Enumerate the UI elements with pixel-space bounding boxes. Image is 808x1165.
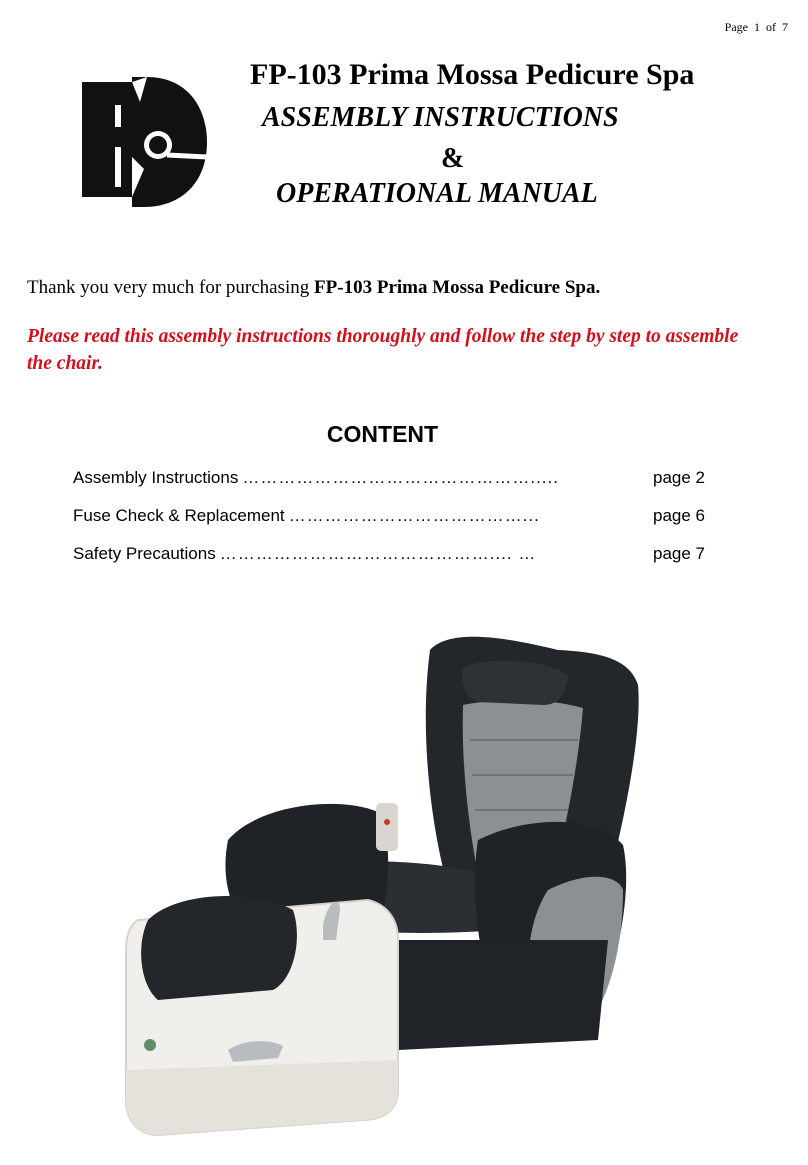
toc-item-page: page 6 bbox=[653, 506, 705, 525]
pedicure-spa-chair-photo bbox=[78, 590, 728, 1160]
toc-item bbox=[73, 459, 705, 497]
thank-you-prefix: Thank you very much for purchasing bbox=[27, 277, 315, 298]
page-indicator: Page 1 of 7 bbox=[724, 20, 788, 34]
thank-you-product: FP-103 Prima Mossa Pedicure Spa. bbox=[314, 277, 601, 298]
company-logo bbox=[62, 47, 220, 232]
toc-item-label: Assembly Instructions bbox=[73, 468, 239, 487]
toc-item-dots: …………………………………………..... bbox=[242, 468, 559, 487]
toc-item-label: Safety Precautions bbox=[73, 544, 216, 563]
toc-item-label: Fuse Check & Replacement bbox=[73, 506, 285, 525]
table-of-contents bbox=[73, 459, 705, 573]
subtitle-ampersand: & bbox=[441, 143, 465, 174]
thank-you-text bbox=[27, 277, 600, 299]
toc-item-dots: …………………………………... bbox=[288, 506, 540, 525]
toc-item-page: page 2 bbox=[653, 468, 705, 487]
content-heading: CONTENT bbox=[326, 421, 439, 447]
toc-item-dots: ……………………………………….... … bbox=[219, 544, 537, 563]
toc-item bbox=[73, 535, 705, 573]
read-instructions-notice: Please read this assembly instructions thoroughly and follow the step by step to assemble the chair. bbox=[27, 326, 739, 374]
product-title: FP-103 Prima Mossa Pedicure Spa bbox=[250, 58, 695, 91]
subtitle-assembly: ASSEMBLY INSTRUCTIONS bbox=[262, 102, 619, 133]
toc-item bbox=[73, 497, 705, 535]
toc-item-page: page 7 bbox=[653, 544, 705, 563]
subtitle-manual: OPERATIONAL MANUAL bbox=[276, 178, 598, 209]
